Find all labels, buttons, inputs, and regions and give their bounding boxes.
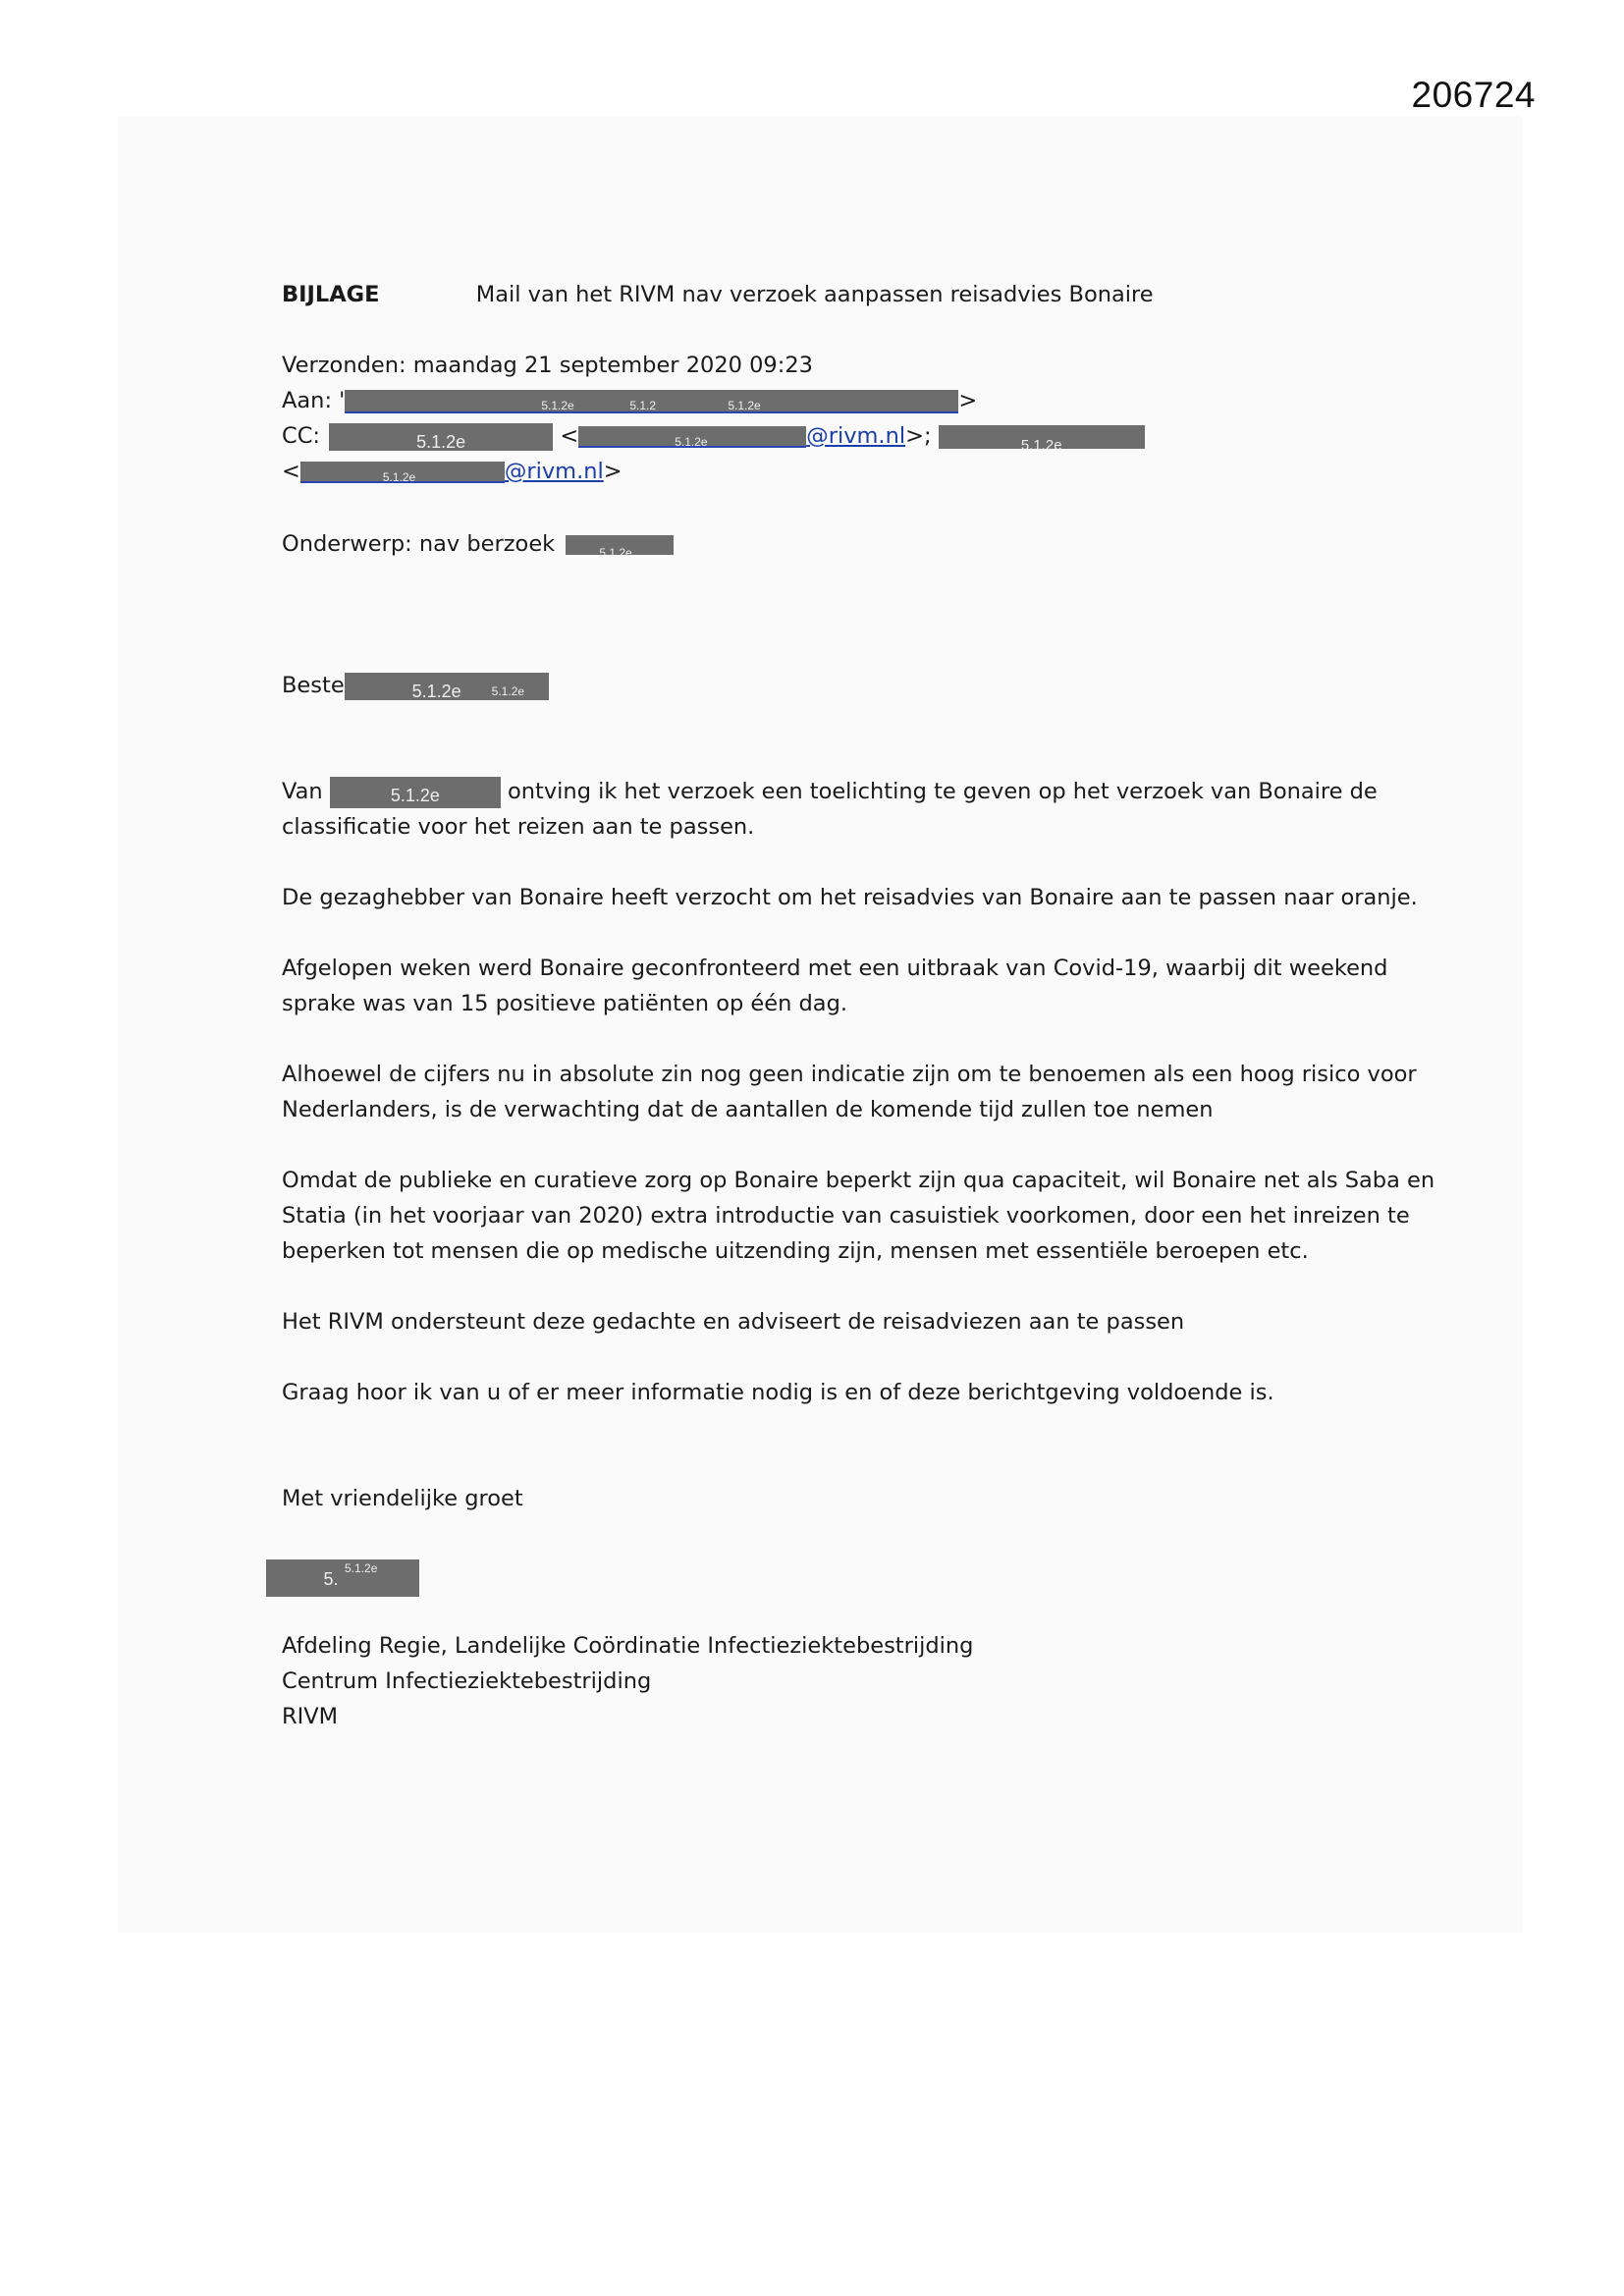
redaction-mark: 5.1.2e [728, 398, 761, 412]
redaction-mark: 5.1.2 [629, 398, 657, 412]
to-label: Aan: ' [282, 388, 346, 413]
signature-line-2: Centrum Infectieziektebestrijding [282, 1668, 652, 1694]
to-line [282, 383, 977, 418]
signature-line-1: Afdeling Regie, Landelijke Coördinatie Infectieziektebestrijding [282, 1633, 974, 1659]
redaction-mark: 5.1.2e [675, 434, 708, 449]
paragraph-1-line-2: classificatie voor het reizen aan te passen. [282, 814, 755, 840]
greeting-text: Beste [282, 673, 345, 698]
paragraph-5-line-2: Statia (in het voorjaar van 2020) extra introductie van casuistiek voorkomen, door een het inreizen te [282, 1203, 1410, 1229]
redacted-cc-name [329, 423, 553, 451]
paragraph-1-line-1 [282, 774, 1378, 809]
redaction-mark: 5.1.2e [416, 431, 466, 452]
redaction-mark: 5. [323, 1569, 339, 1589]
document-number: 206724 [1411, 75, 1536, 115]
redaction-mark: 5.1.2e [491, 683, 525, 698]
paragraph-4-line-2: Nederlanders, is de verwachting dat de aantallen de komende tijd zullen toe nemen [282, 1097, 1214, 1122]
paragraph-3-line-1: Afgelopen weken werd Bonaire geconfronteerd met een uitbraak van Covid-19, waarbij dit weekend [282, 956, 1388, 981]
subject-line [282, 526, 674, 562]
attachment-header [282, 277, 1154, 312]
paragraph-7: Graag hoor ik van u of er meer informatie nodig is en of deze berichtgeving voldoende is. [282, 1380, 1274, 1405]
redaction-mark: 5.1.2e [599, 545, 632, 560]
paragraph-3-line-2: sprake was van 15 positieve patiënten op één dag. [282, 991, 848, 1016]
cc-lt: < [560, 423, 579, 449]
paragraph-6: Het RIVM ondersteunt deze gedachte en adviseert de reisadviezen aan te passen [282, 1309, 1185, 1335]
redaction-mark: 5.1.2e [541, 398, 574, 412]
cc2-email-domain-link[interactable]: @rivm.nl [504, 459, 604, 484]
cc2-lt: < [282, 459, 300, 484]
cc-line-2 [282, 454, 623, 489]
redaction-mark: 5.1.2e [390, 785, 440, 805]
cc2-end: > [603, 459, 623, 484]
signature-name-line [266, 1559, 419, 1597]
redacted-subject [566, 535, 674, 560]
redacted-cc-email-2 [300, 462, 505, 483]
redacted-signature-name [266, 1559, 419, 1597]
sent-line: Verzonden: maandag 21 september 2020 09:23 [282, 353, 813, 378]
redacted-greeting-name [345, 673, 549, 700]
redaction-mark: 5.1.2e [382, 469, 416, 484]
paragraph-4-line-1: Alhoewel de cijfers nu in absolute zin nog geen indicatie zijn om te benoemen als een hoog risico voor [282, 1062, 1417, 1087]
redaction-mark: 5.1.2e [411, 681, 461, 701]
redacted-cc-email [578, 426, 806, 448]
paragraph-2: De gezaghebber van Bonaire heeft verzocht om het reisadvies van Bonaire aan te passen naar oranje. [282, 885, 1418, 910]
p1-start: Van [282, 779, 323, 804]
to-end: > [958, 388, 978, 413]
redaction-mark: 5.1.2e [1020, 436, 1062, 454]
paragraph-5-line-3: beperken tot mensen die op medische uitzending zijn, mensen met essentiële beroepen etc. [282, 1238, 1309, 1264]
attachment-label: BIJLAGE [282, 282, 380, 307]
cc-separator: >; [905, 423, 932, 449]
cc-line [282, 418, 1145, 454]
signature-line-3: RIVM [282, 1704, 339, 1729]
redacted-sender-ref [330, 777, 501, 808]
greeting-line [282, 668, 549, 703]
redacted-cc-name-2 [939, 425, 1145, 454]
subject-text: Onderwerp: nav berzoek [282, 531, 556, 557]
cc-email-domain-link[interactable]: @rivm.nl [806, 423, 906, 449]
p1-rest: ontving ik het verzoek een toelichting te geven op het verzoek van Bonaire de [508, 779, 1378, 804]
redaction-mark: 5.1.2e [345, 1561, 378, 1575]
closing: Met vriendelijke groet [282, 1486, 523, 1511]
paragraph-5-line-1: Omdat de publieke en curatieve zorg op Bonaire beperkt zijn qua capaciteit, wil Bonaire net als Saba en [282, 1168, 1435, 1193]
cc-label: CC: [282, 423, 321, 449]
attachment-title: Mail van het RIVM nav verzoek aanpassen reisadvies Bonaire [475, 282, 1154, 307]
redacted-recipient [345, 390, 958, 413]
